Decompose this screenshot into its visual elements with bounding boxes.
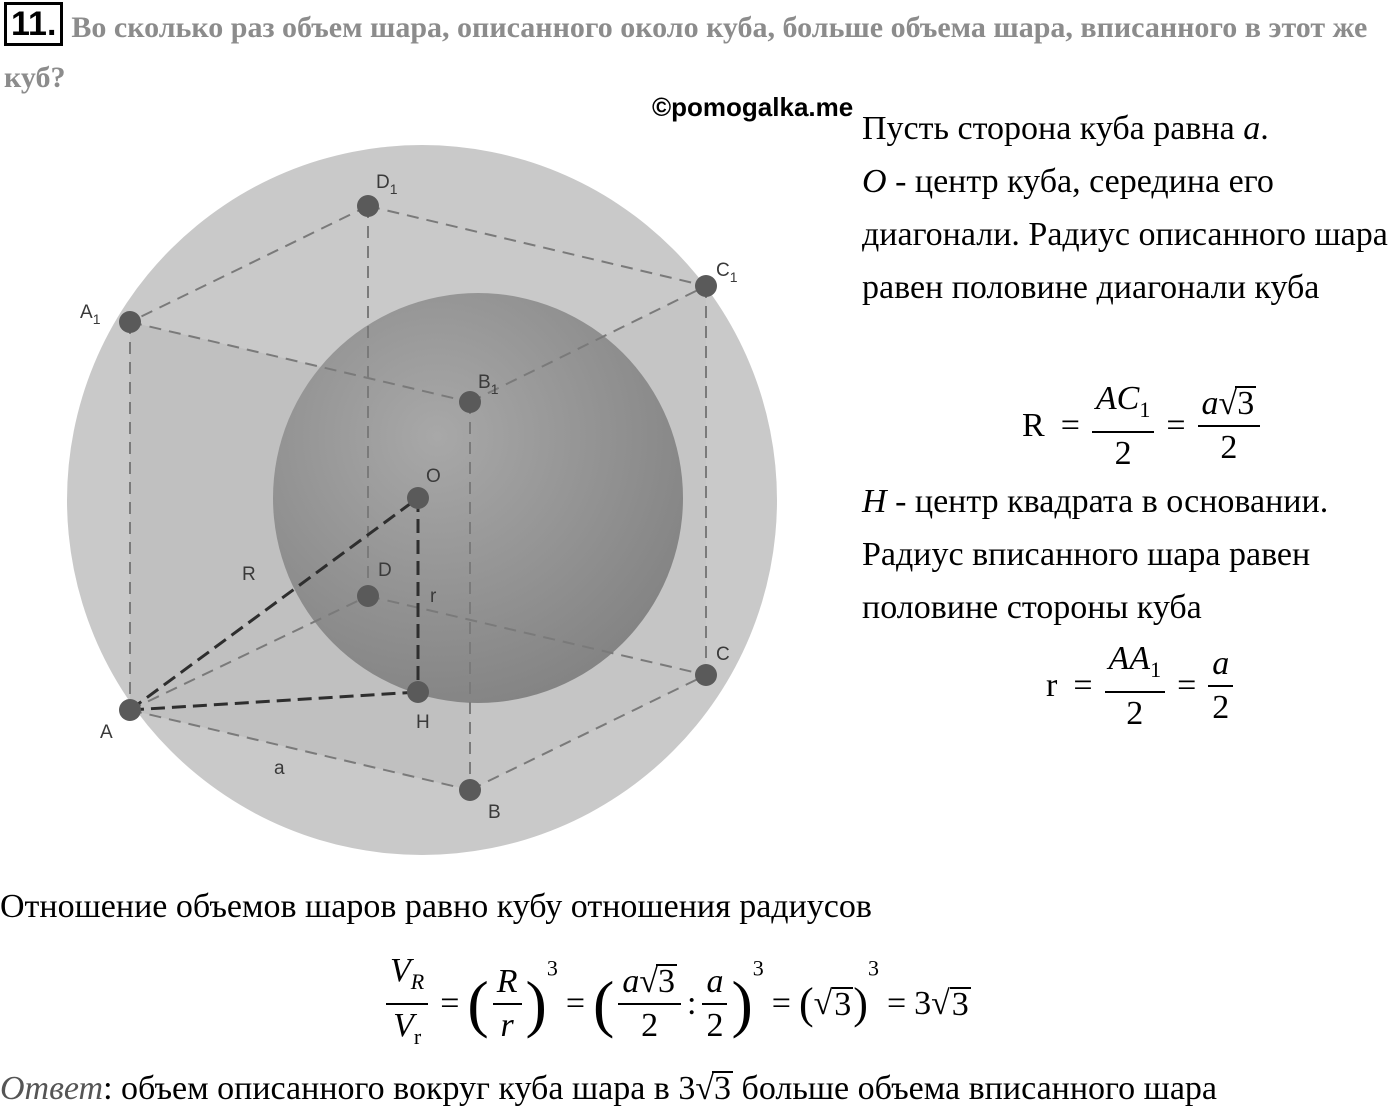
label-H: H (416, 712, 430, 733)
label-C: C (716, 644, 730, 665)
point-C (695, 664, 717, 686)
watermark: ©pomogalka.me (652, 92, 854, 122)
point-O (407, 487, 429, 509)
label-a: a (274, 758, 285, 779)
label-D: D (378, 560, 392, 581)
problem-number: 11. (4, 2, 63, 46)
inner-sphere (273, 293, 683, 703)
point-A (119, 699, 141, 721)
label-r: r (430, 586, 437, 607)
point-D (357, 585, 379, 607)
label-A1: $A_1$ (80, 302, 101, 327)
label-O: O (426, 466, 441, 487)
point-B (459, 779, 481, 801)
answer-line: Ответ: объем описанного вокруг куба шара в 3√3 больше объема вписанного шара (0, 1070, 1218, 1107)
label-A: A (100, 722, 113, 743)
point-D1 (357, 195, 379, 217)
paragraph-inscribed: H - центр квадрата в основании. Радиус вписанного шара равен половине стороны куба (862, 483, 1329, 626)
label-C1: $C_1$ (716, 260, 738, 285)
formula-r: r = $\frac{AA_1}{2}$ = $\frac{a}{2}$ (1046, 638, 1237, 735)
point-C1 (695, 275, 717, 297)
point-H (407, 681, 429, 703)
answer-label: Ответ (0, 1070, 104, 1107)
problem-header (4, 2, 1400, 103)
point-B1 (459, 391, 481, 413)
formula-R: R = $\frac{AC_1}{2}$ = $\frac{a√3}{2}$ (1022, 378, 1264, 475)
point-A1 (119, 311, 141, 333)
problem-question: Во сколько раз объем шара, описанного около куба, больше объема шара, вписанного в этот же куб? (4, 11, 1368, 94)
label-D1: $D_1$ (376, 172, 398, 197)
cube-spheres-figure (60, 130, 790, 860)
paragraph-side: Пусть сторона куба равна a. O - центр куба, середина его диагонали. Радиус описанного шара равен половине диагонали куба (862, 110, 1388, 306)
label-B1: $B_1$ (478, 372, 499, 397)
formula-ratio: $\frac{V_R}{V_r}$ = ( $\frac{R}{r}$ )$^3$= ( $\frac{a√3}{2}$ : $\frac{a}{2}$ )$^3= (√3)^3= 3√3$ (386, 950, 971, 1058)
label-B: B (488, 802, 501, 823)
ratio-text: Отношение объемов шаров равно кубу отношения радиусов (0, 888, 872, 925)
label-R: R (242, 564, 256, 585)
